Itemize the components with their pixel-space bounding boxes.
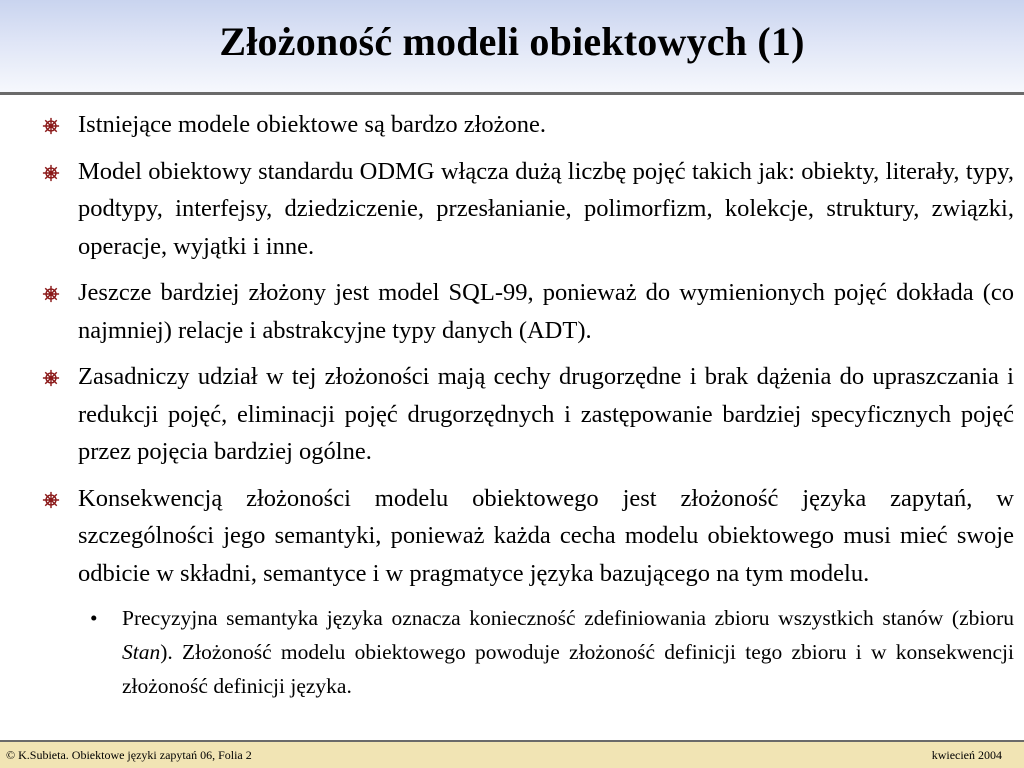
bullet-text: Model obiektowy standardu ODMG włącza dużą liczbę pojęć takich jak: obiekty, literały, typy, podtypy, interfejsy, dziedziczenie, przesłanianie, polimorfizm, kolekcje, struktury, związki, operacje, wyjątki i inne. bbox=[78, 157, 1014, 260]
bullet-item bbox=[42, 153, 1014, 266]
footer-date: kwiecień 2004 bbox=[931, 748, 1002, 762]
bullet-text: Zasadniczy udział w tej złożoności mają cechy drugorzędne i brak dążenia do upraszczania i redukcji pojęć, eliminacji pojęć drugorzędnych i zastępowanie bardziej specyficznych pojęć przez pojęcia bardziej ogólne. bbox=[78, 363, 1014, 465]
sub-bullet-item bbox=[88, 601, 1014, 703]
dot-bullet: • bbox=[90, 606, 98, 630]
bullet-text: Konsekwencją złożoności modelu obiektowego jest złożoność języka zapytań, w szczególności jego semantyki, ponieważ każda cecha modelu obiektowego musi mieć swoje odbicie w składni, semantyce i w pragmatyce języka bazującego na tym modelu. bbox=[78, 484, 1014, 587]
slide-content bbox=[42, 106, 1014, 703]
ship-wheel-icon bbox=[42, 285, 60, 303]
bullet-text: Istniejące modele obiektowe są bardzo złożone. bbox=[78, 111, 547, 138]
sub-bullet-text-end: ). Złożoność modelu obiektowego powoduje złożoność definicji tego zbioru i w konsekwencji złożoność definicji języka. bbox=[122, 640, 1014, 698]
ship-wheel-icon bbox=[42, 117, 60, 135]
sub-bullet-text-start: Precyzyjna semantyka języka oznacza konieczność zdefiniowania zbioru wszystkich stanów (zbioru bbox=[122, 606, 1014, 630]
bullet-item bbox=[42, 358, 1014, 471]
footer-bar bbox=[0, 742, 1024, 768]
slide-title: Złożoność modeli obiektowych (1) bbox=[219, 19, 805, 64]
bullet-text: Jeszcze bardziej złożony jest model SQL-99, ponieważ do wymienionych pojęć dokłada (co najmniej) relacje i abstrakcyjne typy danych (ADT). bbox=[78, 279, 1014, 344]
bullet-item bbox=[42, 106, 1014, 144]
ship-wheel-icon bbox=[42, 164, 60, 182]
sub-bullet-emphasis: Stan bbox=[122, 640, 161, 664]
footer-copyright: © K.Subieta. Obiektowe języki zapytań 06, Folia 2 bbox=[6, 748, 252, 762]
ship-wheel-icon bbox=[42, 369, 60, 387]
bullet-item bbox=[42, 480, 1014, 593]
title-divider bbox=[0, 92, 1024, 95]
ship-wheel-icon bbox=[42, 491, 60, 509]
bullet-item bbox=[42, 274, 1014, 349]
